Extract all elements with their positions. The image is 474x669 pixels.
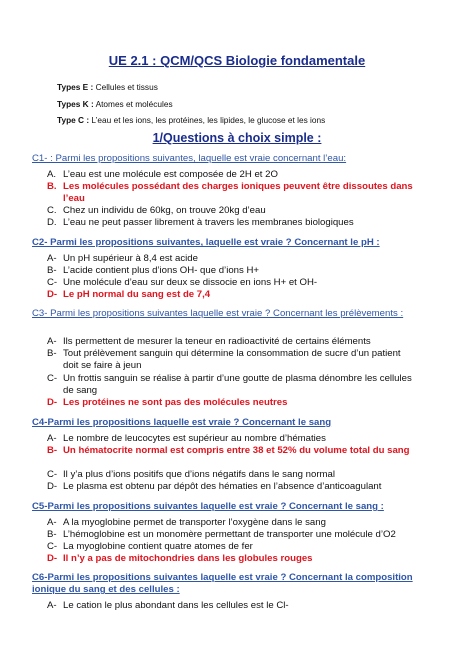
option-item-correct (47, 289, 417, 301)
option-text: L’acide contient plus d’ions OH- que d’ions H+ (63, 265, 259, 276)
option-item (47, 600, 417, 612)
option-label: A- (47, 433, 57, 444)
option-item (47, 481, 417, 493)
option-label: C- (47, 469, 58, 480)
option-text: Le plasma est obtenu par dépôt des hématies en l’absence d’anticoagulant (63, 481, 382, 492)
option-text: Un frottis sanguin se réalise à partir d’une goutte de plasma dénombre les cellules de sang (63, 373, 412, 396)
question-title: C1- : Parmi les propositions suivantes, laquelle est vraie concernant l’eau: (32, 153, 347, 164)
question-title: C4-Parmi les propositions laquelle est vraie ? Concernant le sang (32, 417, 332, 428)
option-item (47, 433, 417, 445)
document-title: UE 2.1 : QCM/QCS Biologie fondamentale (108, 53, 366, 68)
option-text: Un hématocrite normal est compris entre 38 et 52% du volume total du sang (63, 445, 410, 456)
option-item-correct (47, 181, 417, 205)
option-label: B- (47, 265, 57, 276)
section-title: 1/Questions à choix simple : (152, 131, 322, 145)
option-label: D. (47, 217, 57, 228)
option-label: A- (47, 336, 57, 347)
option-text: Il n’y a pas de mitochondries dans les globules rouges (63, 553, 313, 564)
option-text: Tout prélèvement sanguin qui détermine la consommation de sucre d’un patient doit se faire à jeun (63, 348, 401, 371)
option-label: A- (47, 600, 57, 611)
option-text: Le nombre de leucocytes est supérieur au nombre d’hématies (63, 433, 326, 444)
question-title: C5-Parmi les propositions suivantes laquelle est vraie ? Concernant le sang : (32, 501, 384, 512)
option-label: A. (47, 169, 57, 180)
option-label: A- (47, 517, 57, 528)
question-title: C2- Parmi les propositions suivantes, laquelle est vraie ? Concernant le pH : (32, 237, 380, 248)
question-title: C3- Parmi les propositions suivantes laquelle est vraie ? Concernant les prélèvements : (32, 308, 404, 319)
option-item (47, 205, 417, 217)
option-label: D- (47, 481, 58, 492)
option-text: Ils permettent de mesurer la teneur en radioactivité de certains éléments (63, 336, 371, 347)
option-label: B. (47, 181, 57, 192)
option-text: Une molécule d’eau sur deux se dissocie en ions H+ et OH- (63, 277, 318, 288)
option-text: Les molécules possédant des charges ioniques peuvent être dissoutes dans l’eau (63, 181, 413, 204)
option-item (47, 541, 417, 553)
option-item (47, 253, 417, 265)
option-label: D- (47, 397, 58, 408)
option-label: A- (47, 253, 57, 264)
type-key: Type C : (57, 115, 90, 125)
option-item (47, 529, 417, 541)
option-label: C. (47, 205, 57, 216)
option-item-correct (47, 445, 417, 457)
option-label: C- (47, 373, 58, 384)
question-title: C6-Parmi les propositions suivantes laquelle est vraie ? Concernant la composition ionique du sang et des cellules : (32, 572, 413, 595)
option-text: A la myoglobine permet de transporter l’oxygène dans le sang (63, 517, 326, 528)
option-text: Le pH normal du sang est de 7,4 (63, 289, 211, 300)
type-text: Atomes et molécules (93, 99, 173, 109)
option-text: Un pH supérieur à 8,4 est acide (63, 253, 198, 264)
type-key: Types E : (57, 82, 94, 92)
option-text: Chez un individu de 60kg, on trouve 20kg d’eau (63, 205, 266, 216)
option-item (47, 169, 417, 181)
option-item (47, 348, 417, 372)
option-label: C- (47, 541, 58, 552)
option-item (47, 265, 417, 277)
option-text: Il y’a plus d’ions positifs que d’ions négatifs dans le sang normal (63, 469, 335, 480)
option-item (47, 336, 417, 348)
option-label: B- (47, 445, 58, 456)
type-text: L’eau et les ions, les protéines, les lipides, le glucose et les ions (89, 115, 326, 125)
option-label: D- (47, 553, 58, 564)
option-item (47, 517, 417, 529)
option-item-correct (47, 397, 417, 409)
option-item-correct (47, 553, 417, 565)
option-label: B- (47, 348, 57, 359)
option-text: La myoglobine contient quatre atomes de fer (63, 541, 253, 552)
option-label: D- (47, 289, 58, 300)
type-text: Cellules et tissus (93, 82, 158, 92)
option-text: L’eau est une molécule est composée de 2H et 2O (63, 169, 278, 180)
option-item (47, 277, 417, 289)
option-label: C- (47, 277, 58, 288)
option-text: L’eau ne peut passer librement à travers les membranes biologiques (63, 217, 354, 228)
option-item (47, 373, 417, 397)
type-key: Types K : (57, 99, 94, 109)
option-text: L’hémoglobine est un monomère permettant de transporter une molécule d’O2 (63, 529, 396, 540)
type-line-c (57, 115, 325, 125)
option-text: Les protéines ne sont pas des molécules neutres (63, 397, 288, 408)
option-item (47, 469, 417, 481)
option-label: B- (47, 529, 57, 540)
type-line-e (57, 82, 158, 92)
option-text: Le cation le plus abondant dans les cellules est le Cl- (63, 600, 289, 611)
type-line-k (57, 99, 173, 109)
option-item (47, 217, 417, 229)
